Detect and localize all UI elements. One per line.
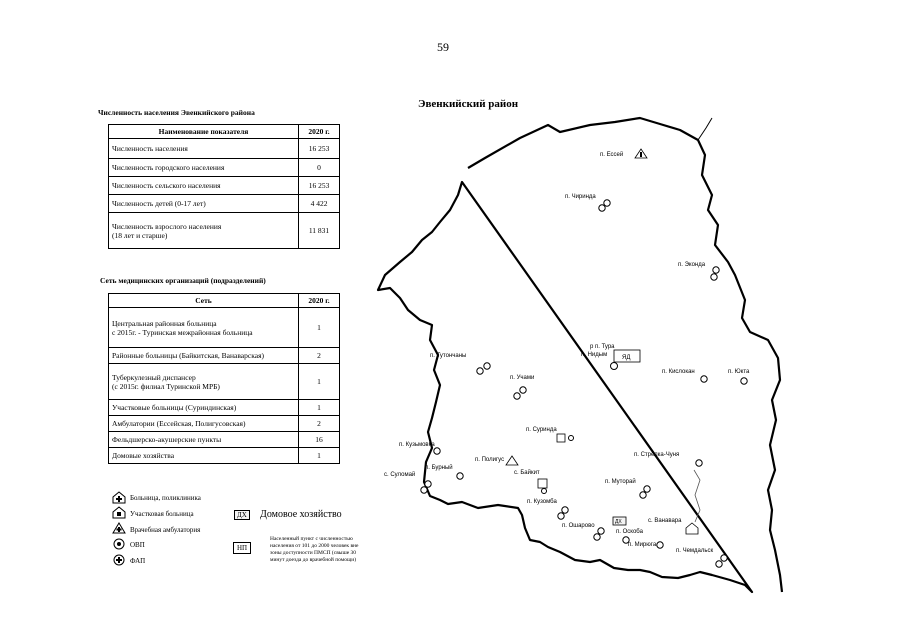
ambulatory-icon [506,456,518,465]
network-table [108,293,340,464]
place-oskoba-label: п. Оскоба [616,529,643,535]
place-miryuga-label: п. Мирюга [628,542,657,548]
row-value: 1 [299,308,340,348]
place-nidym-label: п. Нидым [581,352,608,358]
hospital-icon [538,479,547,488]
hospital-icon [611,363,618,370]
fap-icon [701,376,707,382]
hospital-icon [686,523,698,534]
fap-icon [558,513,564,519]
place-chemdalsk-label: п. Чемдальск [676,548,714,554]
row-value: 2 [299,416,340,432]
legend-ovp-label: ОВП [130,541,145,549]
ovp-icon [562,507,568,513]
hospital-icon [113,492,125,503]
row-label: Участковые больницы (Суриндинская) [109,400,299,416]
table-row [109,348,340,364]
place-chirinda-label: п. Чиринда [565,194,596,200]
fap-icon [741,378,747,384]
legend-np-line4: минут доезда до врачебной помощи) [270,557,357,563]
legend-np-line1: Населенный пункт с численностью [270,536,353,542]
district-hospital-icon [557,434,565,442]
place-baykit-label: с. Байкит [514,470,540,476]
place-kuyumba-label: п. Кузомба [527,499,557,505]
page-number: 59 [437,40,449,54]
ovp-icon [520,387,526,393]
place-osharovo-label: п. Ошарово [562,523,595,529]
tura-box-label: ЯД [622,355,631,361]
row-value: 16 253 [299,139,340,159]
place-strelka-chunya-label: п. Стрелка-Чуня [634,452,680,458]
row-value: 1 [299,364,340,400]
place-uchami-label: п. Учами [510,375,535,381]
ovp-icon [599,205,605,211]
place-mutoray-label: п. Муторай [605,479,636,485]
place-tura-label: р п. Тура [590,344,615,350]
place-kuzmovka-label: п. Кузьмовка [399,442,435,448]
ovp-icon [114,539,124,549]
legend-symbols [112,490,126,574]
place-ekonda-label: п. Эконда [678,262,706,268]
row-label: Домовые хозяйства [109,448,299,464]
fap-icon [421,487,427,493]
row-value: 1 [299,400,340,416]
row-label [109,364,299,400]
table-row [109,159,340,177]
fap-icon [514,393,520,399]
map-title: Эвенкийский район [418,98,519,110]
ovp-icon [721,555,727,561]
legend-ambulatory-label: Врачебная амбулатория [130,526,201,534]
row-value: 0 [299,159,340,177]
row-label-line2: (18 лет и старше) [112,230,168,240]
ovp-icon [644,486,650,492]
fap-icon [657,542,663,548]
row-value: 1 [299,448,340,464]
row-label-line1: Туберкулезный диспансер [112,372,196,382]
legend-district-hospital-label: Участковая больница [130,510,194,518]
table-row [109,195,340,213]
legend-np-box: НП [233,542,251,554]
place-yukta-label: п. Юкта [728,369,750,375]
fap-icon [114,555,124,565]
ovp-icon [425,481,431,487]
place-sulomay-label: с. Суломай [384,472,416,478]
table-header [109,294,340,308]
north-border [698,118,712,140]
ambulatory-icon [113,523,125,533]
header-year: 2020 г. [299,294,340,308]
row-label: Районные больницы (Байкитская, Ванаварская) [109,348,299,364]
legend-np-line2: населения от 101 до 2000 человек вне [270,543,359,549]
header-name: Сеть [109,294,299,308]
place-kislokan-label: п. Кислокан [662,369,695,375]
legend-np-line3: зоны доступности ПМСП (свыше 30 [270,550,357,556]
legend [112,490,402,580]
row-label-line2: с 2015г. - Туринская межрайонная больница [112,327,253,337]
row-label: Численность населения [109,139,299,159]
header-year: 2020 г. [299,125,340,139]
table-row [109,213,340,249]
row-value: 16 [299,432,340,448]
population-table [108,124,340,249]
row-label-line1: Численность взрослого населения [112,221,222,231]
legend-hospital-label: Больница, поликлиника [130,494,201,502]
row-label: Численность городского населения [109,159,299,177]
population-table-title: Численность населения Эвенкийского района [98,108,255,117]
ovp-icon [598,528,604,534]
table-row [109,308,340,348]
ovp-icon [484,363,490,369]
ovp-icon [713,267,719,273]
row-label [109,308,299,348]
fap-icon [434,448,440,454]
ovp-icon [542,489,547,494]
fap-icon [716,561,722,567]
place-surinda-label: п. Суринда [526,427,557,433]
legend-dx-box: ДХ [234,510,250,520]
fap-icon [696,460,702,466]
table-row [109,448,340,464]
row-label: Амбулатории (Ессейская, Полигусовская) [109,416,299,432]
table-row [109,139,340,159]
place-vanavara-label: с. Ванавара [648,518,682,524]
district-map [370,105,785,600]
fap-icon [604,200,610,206]
place-essey-label: п. Ессей [600,152,624,158]
place-poligus-label: п. Полигус [475,457,505,463]
row-label-line1: Центральная районная больница [112,318,217,328]
place-burny-label: п. Бурный [425,465,453,471]
row-label: Фельдшерско-акушерские пункты [109,432,299,448]
row-value: 16 253 [299,177,340,195]
ovp-icon [569,436,574,441]
legend-fap-label: ФАП [130,557,146,565]
row-label: Численность сельского населения [109,177,299,195]
row-value: 11 831 [299,213,340,249]
table-row [109,364,340,400]
row-value: 4 422 [299,195,340,213]
fap-icon [457,473,463,479]
fap-icon [640,492,646,498]
place-tutonchany-label: п. Тутончаны [430,353,467,359]
fap-icon [711,274,717,280]
fap-icon [594,534,600,540]
map-dx-box-label: ДХ [615,519,622,525]
district-hospital-icon [113,507,125,518]
legend-dx-label: Домовое хозяйство [260,509,342,520]
header-name: Наименование показателя [109,125,299,139]
row-label-line2: (с 2015г. филиал Туринской МРБ) [112,381,220,391]
table-row [109,432,340,448]
table-row [109,177,340,195]
table-row [109,400,340,416]
legend-np-text [270,536,358,564]
row-value: 2 [299,348,340,364]
table-header [109,125,340,139]
fap-icon [477,368,483,374]
network-table-title: Сеть медицинских организаций (подразделений) [100,276,266,285]
table-row [109,416,340,432]
row-label: Численность детей (0-17 лет) [109,195,299,213]
row-label [109,213,299,249]
